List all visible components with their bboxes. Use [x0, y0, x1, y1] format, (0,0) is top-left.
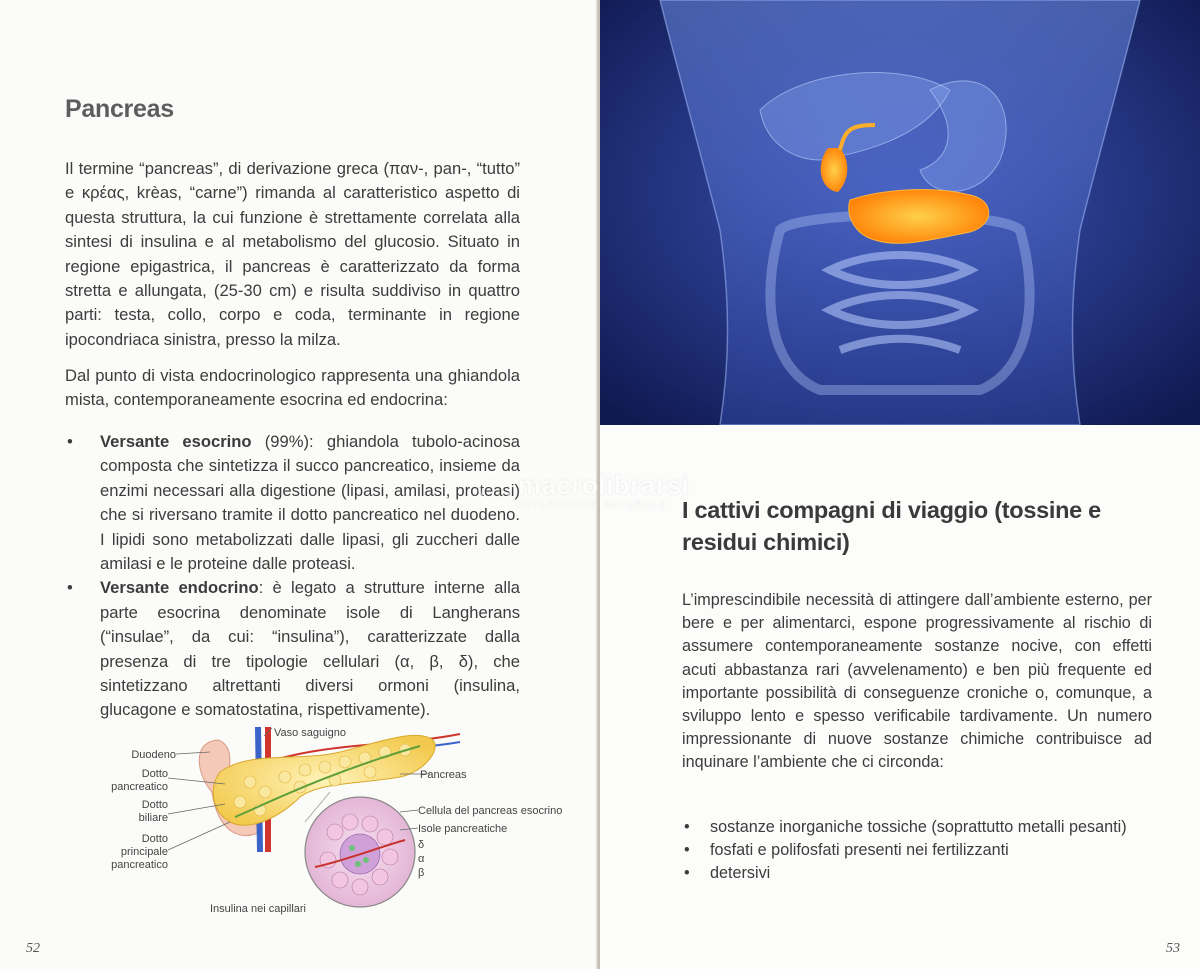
label-dotto-biliare-2: biliare [138, 812, 168, 824]
list-item [65, 576, 520, 722]
intro-paragraph: Il termine “pancreas”, di derivazione greca (παν-, pan-, “tutto” e κρέας, krèas, “carne”) rimanda al caratteristico aspetto di questa struttura, la cui funzione è strettamente correlata alla sintesi di insulina e al metabolismo del glucosio. Situato in regione epigastrica, il pancreas è caratterizzato da forma stretta e allungata, (25-30 cm) e risulta suddiviso in quattro parti: testa, collo, corpo e coda, terminante in regione ipocondriaca sinistra, presso la milza. [65, 159, 520, 349]
list-item-heading: Versante esocrino [100, 432, 252, 451]
page-title: Pancreas [65, 95, 174, 123]
list-item [682, 839, 1152, 862]
watermark [478, 470, 738, 514]
bullet-icon: • [684, 841, 690, 860]
pollutants-list [682, 816, 1152, 886]
lead-paragraph: Dal punto di vista endocrinologico rappresenta una ghiandola mista, contemporaneamente esocrina ed endocrina: [65, 366, 520, 410]
label-dotto-pancreatico: Dotto [141, 768, 168, 780]
label-dotto-principale-2: principale [120, 846, 168, 858]
label-dotto-principale-3: pancreatico [111, 859, 168, 871]
list-item-text: sostanze inorganiche tossiche (soprattutto metalli pesanti) [710, 818, 1127, 836]
gland-sides-list [65, 430, 520, 723]
body-paragraph: L’imprescindibile necessità di attingere dall’ambiente esterno, per bere e per alimentarci, espone progressivamente al rischio di assumere contemporaneamente sostanze nocive, con effetti acuti abbastanza rari (avvelenamento) e ben più frequente ed importante possibilità di conseguenze croniche o, comunque, a sviluppo lento e spesso verificabile tardivamente. Un numero impressionante di nuove sostanze chimiche contribuisce ad inquinare l’ambiente che ci circonda: [682, 591, 1152, 772]
watermark-logo-icon [478, 472, 512, 506]
page-number: 52 [26, 941, 40, 956]
list-item [682, 816, 1152, 839]
label-insulina: Insulina nei capillari [210, 903, 306, 915]
label-vaso: Vaso saguigno [274, 727, 346, 739]
label-delta: δ [418, 839, 425, 851]
section-title: I cattivi compagni di viaggio (tossine e residui chimici) [682, 497, 1101, 555]
label-cellula: Cellula del pancreas esocrino [418, 805, 563, 817]
label-isole: Isole pancreatiche [418, 823, 508, 835]
list-item-text: detersivi [710, 864, 771, 883]
list-item [65, 430, 520, 576]
bullet-icon: • [684, 818, 690, 836]
label-beta: β [418, 867, 425, 879]
bullet-icon: • [684, 864, 690, 883]
label-dotto-pancreatico-2: pancreatico [111, 781, 168, 793]
list-item-heading: Versante endocrino [100, 578, 259, 598]
pancreas-diagram [100, 722, 580, 922]
label-alpha: α [418, 853, 425, 865]
list-item-text: (99%): ghiandola tubolo-acinosa composta che sintetizza il succo pancreatico, insieme da enzimi necessari alla digestione (lipasi, amilasi, proteasi) che si riversano tramite il dotto pancreatico nel duodeno. I lipidi sono metabolizzati dalle lipasi, gli zuccheri dalle amilasi e le proteine dalle proteasi. [100, 432, 520, 574]
bullet-icon: • [67, 432, 73, 451]
label-pancreas: Pancreas [420, 769, 467, 781]
label-dotto-biliare: Dotto [141, 799, 168, 811]
label-duodeno: Duodeno [131, 749, 176, 761]
watermark-text: macrolibrarsi [518, 470, 690, 500]
list-item-text: fosfati e polifosfati presenti nei fertilizzanti [710, 841, 1009, 860]
list-item-text: : è legato a strutture interne alla parte esocrina denominate isole di Langherans (“insulae”, da cui: “insulina”), caratterizzate dalla presenza di tre tipologie cellulari (α, β, δ), che sintetizzano altrettanti diversi ormoni (insulina, glucagone e somatostatina, rispettivamente). [100, 578, 520, 720]
watermark-subtext: ALTERNATIVA NATURALE [518, 500, 667, 510]
list-item [682, 862, 1152, 885]
bullet-icon: • [67, 578, 73, 598]
label-dotto-principale: Dotto [141, 833, 168, 845]
page-number: 53 [1166, 941, 1180, 956]
anatomy-illustration [600, 0, 1200, 425]
